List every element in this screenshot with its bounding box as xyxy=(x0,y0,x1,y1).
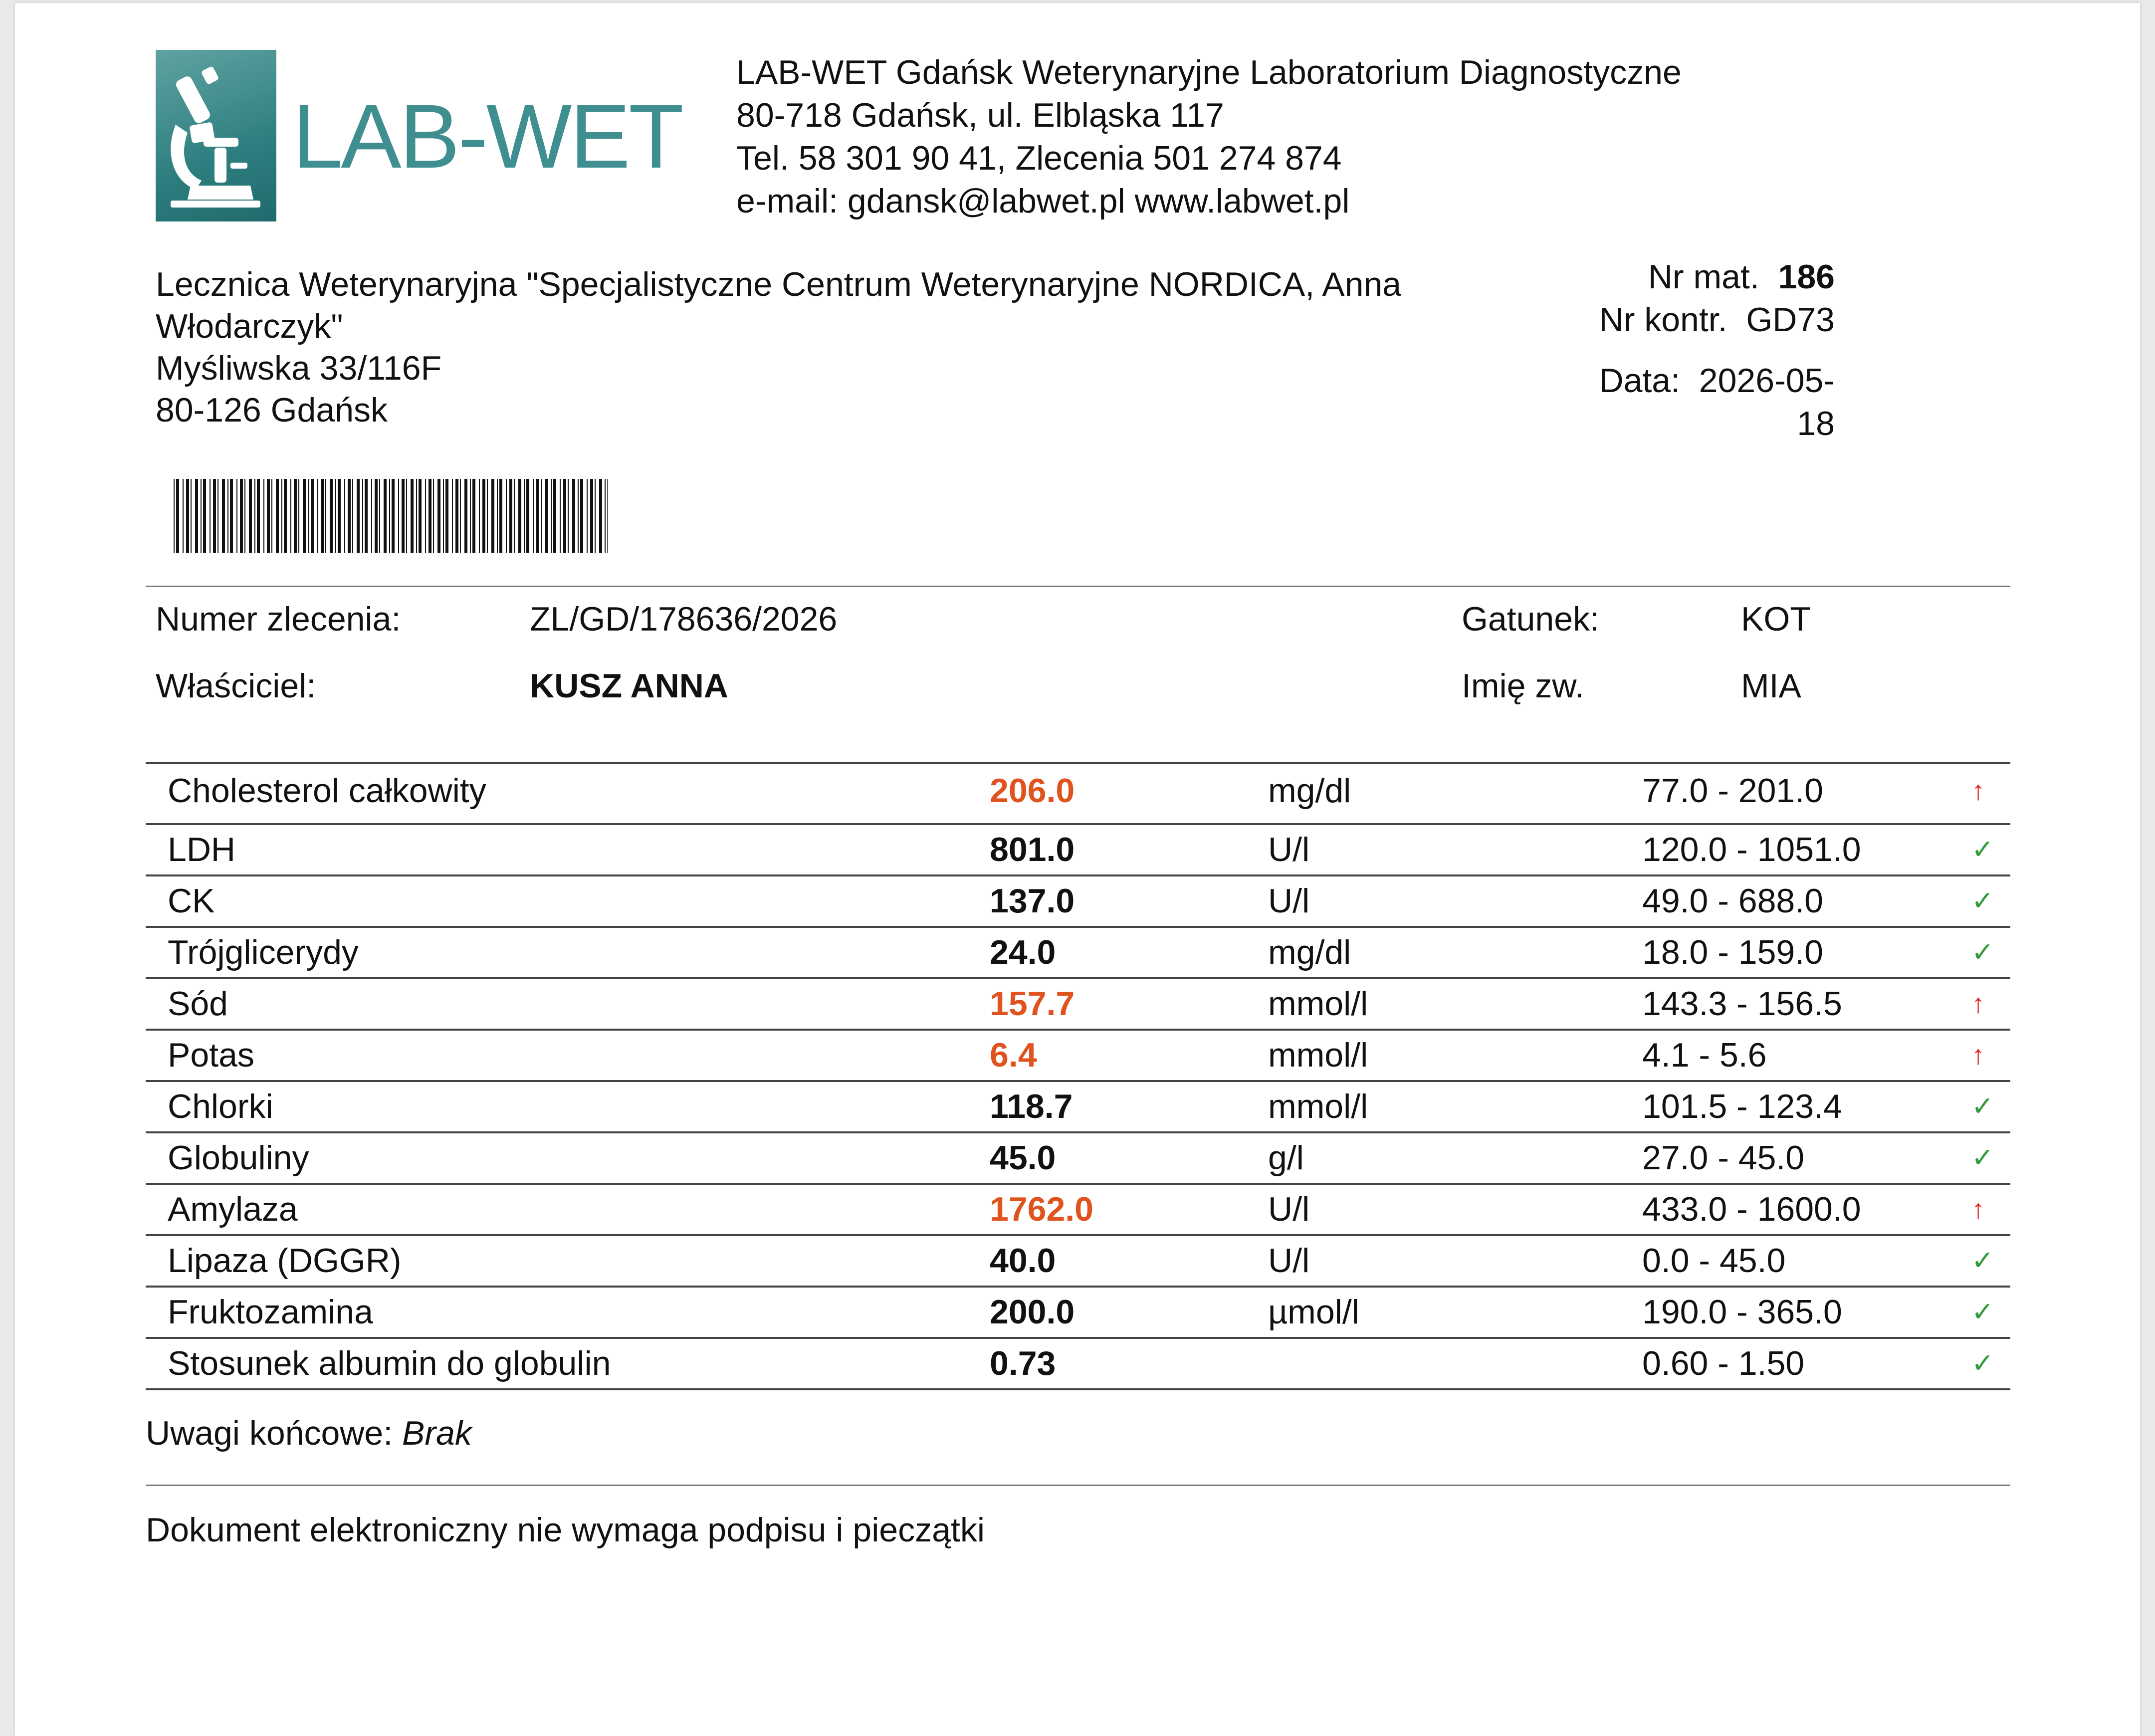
reference-range: 101.5 - 123.4 xyxy=(1642,1087,1842,1125)
nr-mat-value: 186 xyxy=(1778,258,1835,296)
test-name: Sód xyxy=(168,985,228,1023)
test-name: Amylaza xyxy=(168,1190,298,1228)
animal-name-value: MIA xyxy=(1741,667,1801,705)
test-value: 801.0 xyxy=(990,831,1075,868)
test-unit: U/l xyxy=(1268,1190,1310,1228)
lab-report-page xyxy=(15,3,2140,1736)
lab-logo-text: LAB-WET xyxy=(292,85,682,187)
date-row xyxy=(1599,359,1835,402)
reference-range: 143.3 - 156.5 xyxy=(1642,985,1842,1023)
report-meta xyxy=(1599,255,1835,445)
lab-address: 80-718 Gdańsk, ul. Elbląska 117 xyxy=(736,96,1224,134)
table-row xyxy=(146,1133,2010,1185)
test-value: 157.7 xyxy=(990,985,1075,1023)
table-row xyxy=(146,979,2010,1031)
arrow-up-icon: ↑ xyxy=(1971,1194,1985,1224)
table-row xyxy=(146,928,2010,979)
table-row xyxy=(146,764,2010,825)
test-name: Cholesterol całkowity xyxy=(168,772,486,810)
reference-range: 190.0 - 365.0 xyxy=(1642,1293,1842,1331)
reference-range: 18.0 - 159.0 xyxy=(1642,933,1823,971)
owner-value: KUSZ ANNA xyxy=(530,667,728,705)
barcode xyxy=(174,479,611,553)
reference-range: 120.0 - 1051.0 xyxy=(1642,831,1861,868)
footer-note: Dokument elektroniczny nie wymaga podpisu i pieczątki xyxy=(146,1511,985,1549)
test-unit: U/l xyxy=(1268,1242,1310,1280)
divider-top xyxy=(146,586,2010,587)
test-unit: mmol/l xyxy=(1268,1036,1368,1074)
divider-bottom xyxy=(146,1485,2010,1486)
date-value-part1: 2026-05- xyxy=(1699,362,1835,400)
reference-range: 27.0 - 45.0 xyxy=(1642,1139,1805,1177)
test-value: 137.0 xyxy=(990,882,1075,920)
test-unit: mg/dl xyxy=(1268,933,1351,971)
species-label: Gatunek: xyxy=(1462,600,1599,638)
table-row xyxy=(146,1339,2010,1390)
reference-range: 77.0 - 201.0 xyxy=(1642,772,1823,810)
test-name: Globuliny xyxy=(168,1139,309,1177)
date-value-part2: 18 xyxy=(1797,405,1835,442)
table-row xyxy=(146,825,2010,876)
lab-contact-block xyxy=(736,51,1682,222)
check-icon: ✓ xyxy=(1971,1297,1994,1327)
nr-mat-label: Nr mat. xyxy=(1648,258,1759,296)
arrow-up-icon: ↑ xyxy=(1971,776,1985,806)
test-name: Chlorki xyxy=(168,1087,273,1125)
lab-phone: Tel. 58 301 90 41, Zlecenia 501 274 874 xyxy=(736,139,1342,177)
check-icon: ✓ xyxy=(1971,886,1994,916)
lab-email-web: e-mail: gdansk@labwet.pl www.labwet.pl xyxy=(736,182,1350,220)
arrow-up-icon: ↑ xyxy=(1971,1040,1985,1070)
table-row xyxy=(146,1236,2010,1288)
animal-name-label: Imię zw. xyxy=(1462,667,1584,705)
test-unit: g/l xyxy=(1268,1139,1304,1177)
table-row xyxy=(146,1288,2010,1339)
table-row xyxy=(146,1031,2010,1082)
remarks-value: Brak xyxy=(402,1414,472,1452)
test-value: 24.0 xyxy=(990,933,1056,971)
table-row xyxy=(146,1185,2010,1236)
test-name: Stosunek albumin do globulin xyxy=(168,1344,611,1382)
test-value: 1762.0 xyxy=(990,1190,1093,1228)
nr-kontr-value: GD73 xyxy=(1746,301,1835,339)
remarks xyxy=(146,1414,472,1453)
check-icon: ✓ xyxy=(1971,835,1994,865)
test-unit: mg/dl xyxy=(1268,772,1351,810)
test-value: 118.7 xyxy=(990,1087,1073,1125)
arrow-up-icon: ↑ xyxy=(1971,989,1985,1019)
order-number-value: ZL/GD/178636/2026 xyxy=(530,600,838,638)
reference-range: 4.1 - 5.6 xyxy=(1642,1036,1767,1074)
table-row xyxy=(146,876,2010,928)
date-label: Data: xyxy=(1599,362,1680,400)
test-value: 45.0 xyxy=(990,1139,1056,1177)
test-unit: U/l xyxy=(1268,882,1310,920)
nr-mat-row xyxy=(1599,255,1835,298)
clinic-name: Lecznica Weterynaryjna "Specjalistyczne Centrum Weterynaryjne NORDICA, Anna Włodarczyk" xyxy=(156,265,1402,345)
owner-label: Właściciel: xyxy=(156,667,316,705)
test-name: Trójglicerydy xyxy=(168,933,359,971)
nr-kontr-row xyxy=(1599,298,1835,341)
clinic-city: 80-126 Gdańsk xyxy=(156,391,388,429)
check-icon: ✓ xyxy=(1971,1091,1994,1121)
clinic-block xyxy=(156,263,1453,431)
reference-range: 0.0 - 45.0 xyxy=(1642,1242,1786,1280)
test-unit: µmol/l xyxy=(1268,1293,1359,1331)
nr-kontr-label: Nr kontr. xyxy=(1599,301,1727,339)
microscope-logo-icon xyxy=(156,50,276,221)
reference-range: 0.60 - 1.50 xyxy=(1642,1344,1805,1382)
test-value: 40.0 xyxy=(990,1242,1056,1280)
test-value: 200.0 xyxy=(990,1293,1075,1331)
test-unit: mmol/l xyxy=(1268,1087,1368,1125)
reference-range: 49.0 - 688.0 xyxy=(1642,882,1823,920)
test-value: 0.73 xyxy=(990,1344,1056,1382)
test-name: Potas xyxy=(168,1036,254,1074)
check-icon: ✓ xyxy=(1971,1143,1994,1173)
check-icon: ✓ xyxy=(1971,937,1994,967)
order-number-label: Numer zlecenia: xyxy=(156,600,401,638)
clinic-street: Myśliwska 33/116F xyxy=(156,349,442,387)
test-name: Fruktozamina xyxy=(168,1293,373,1331)
test-value: 6.4 xyxy=(990,1036,1037,1074)
test-unit: U/l xyxy=(1268,831,1310,868)
reference-range: 433.0 - 1600.0 xyxy=(1642,1190,1861,1228)
lab-name: LAB-WET Gdańsk Weterynaryjne Laboratorium Diagnostyczne xyxy=(736,53,1682,91)
table-row xyxy=(146,1082,2010,1133)
species-value: KOT xyxy=(1741,600,1811,638)
test-value: 206.0 xyxy=(990,772,1075,810)
check-icon: ✓ xyxy=(1971,1246,1994,1276)
test-unit: mmol/l xyxy=(1268,985,1368,1023)
test-name: LDH xyxy=(168,831,236,868)
results-table xyxy=(146,762,2010,1390)
test-name: CK xyxy=(168,882,215,920)
remarks-label: Uwagi końcowe: xyxy=(146,1414,393,1452)
check-icon: ✓ xyxy=(1971,1348,1994,1378)
test-name: Lipaza (DGGR) xyxy=(168,1242,402,1280)
